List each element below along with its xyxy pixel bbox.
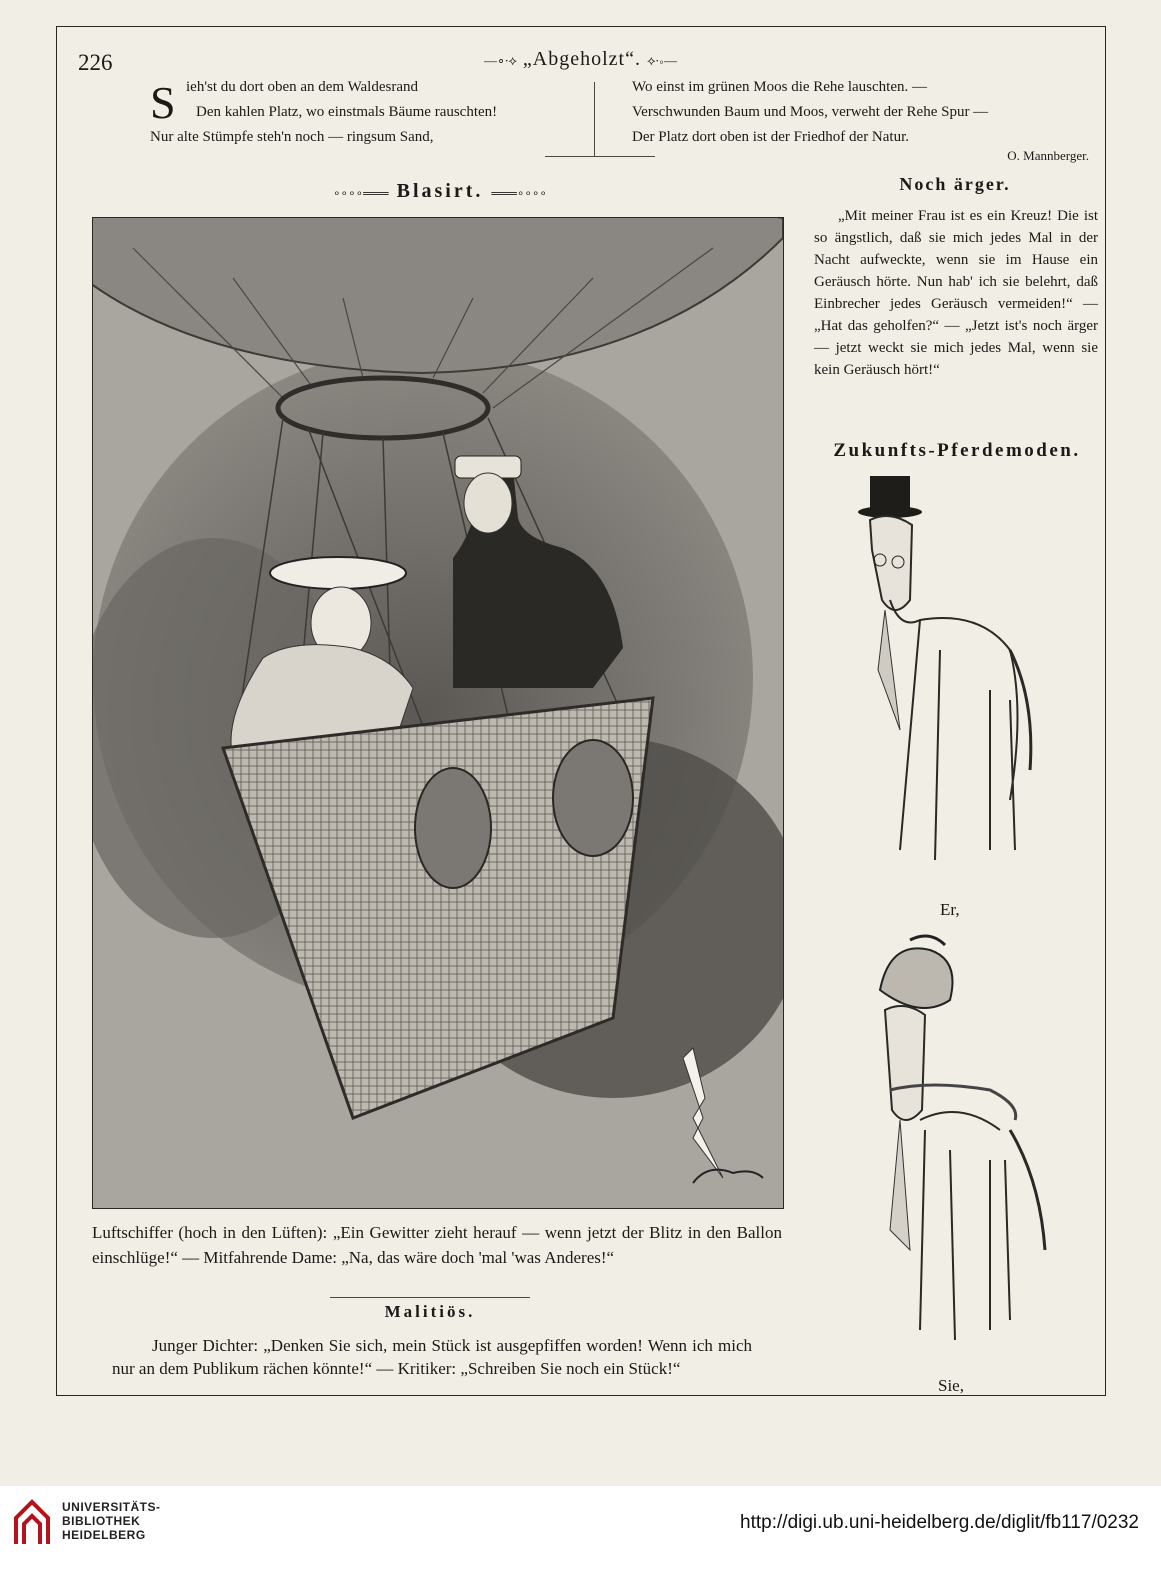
header-ornament-right: ⟡∙∘— <box>647 53 678 68</box>
poem-left-column <box>186 75 418 100</box>
poem-left-column-2 <box>196 100 497 125</box>
logo-line: BIBLIOTHEK <box>62 1514 141 1528</box>
horse-er-caption: Er, <box>940 900 960 919</box>
library-logo-text <box>62 1500 161 1542</box>
poem-line: ieh'st du dort oben an dem Waldesrand <box>186 79 418 95</box>
library-logo-icon <box>12 1498 52 1548</box>
page-number: 226 <box>78 50 113 75</box>
poem-right-column <box>632 75 988 150</box>
poem-column-divider <box>594 82 595 157</box>
blasirt-caption: Luftschiffer (hoch in den Lüften): „Ein Gewitter zieht herauf — wenn jetzt der Blitz in den Ballon einschlüge!“ — Mitfahrende Dame: „Na, das wäre doch 'mal 'was Anderes!“ <box>92 1223 782 1267</box>
poem-line: Nur alte Stümpfe steh'n noch — ringsum Sand, <box>150 129 434 145</box>
poem-left-column-3 <box>150 125 434 150</box>
source-url[interactable]: http://digi.ub.uni-heidelberg.de/diglit/fb117/0232 <box>740 1512 1139 1533</box>
malitioes-text: Junger Dichter: „Denken Sie sich, mein Stück ist ausgepfiffen worden! Wenn ich mich nur an dem Publikum rächen könnte!“ — Kritiker: „Schreiben Sie noch ein Stück!“ <box>112 1336 752 1378</box>
poem-line: Den kahlen Platz, wo einstmals Bäume rauschten! <box>196 104 498 120</box>
ballast-sack-left <box>415 768 491 888</box>
horse-sie-caption: Sie, <box>938 1376 964 1395</box>
horse-er-drawing <box>840 470 1040 890</box>
ballast-sack-right <box>553 740 633 856</box>
lady-hat <box>270 557 406 589</box>
blasirt-title-line <box>260 180 620 203</box>
poem-drop-cap: S <box>150 77 176 128</box>
pferdemoden-title: Zukunfts-Pferdemoden. <box>833 440 1081 461</box>
malitioes-title: Malitiös. <box>384 1302 476 1321</box>
poem-line: Verschwunden Baum und Moos, verweht der Rehe Spur — <box>632 104 989 120</box>
balloon-illustration <box>92 217 784 1209</box>
blasirt-ornament-right: ═══∘∘∘∘ <box>491 186 547 200</box>
caption-divider <box>330 1297 530 1298</box>
poem-line: Der Platz dort oben ist der Friedhof der Natur. <box>632 129 910 145</box>
blasirt-ornament-left: ∘∘∘∘═══ <box>333 186 389 200</box>
blasirt-title: Blasirt. <box>396 180 484 202</box>
horse-sie-drawing <box>850 930 1050 1350</box>
top-hat <box>870 476 910 510</box>
poem-end-rule <box>545 156 655 157</box>
poem-title: „Abgeholzt“. <box>522 48 641 70</box>
balloon-illustration-svg <box>93 218 783 1208</box>
necktie <box>878 610 900 730</box>
logo-line: UNIVERSITÄTS- <box>62 1500 161 1514</box>
poem-header <box>0 48 1161 71</box>
logo-line: HEIDELBERG <box>62 1528 146 1542</box>
library-footer <box>0 1486 1161 1576</box>
ladies-feathered-hat <box>880 948 953 1008</box>
noch-aerger-text: „Mit meiner Frau ist es ein Kreuz! Die ist so ängstlich, daß sie mich jedes Mal in der Nacht aufweckte, wenn sie im Hause ein Geräusch hörte. Nun hab' ich sie belehrt, daß Einbrecher jedes Geräusch vermeiden!“ — „Hat das geholfen?“ — „Jetzt ist's noch ärger — jetzt weckt sie mich jedes Mal, wenn sie kein Geräusch hört!“ <box>814 208 1098 378</box>
poem-author: O. Mannberger. <box>1007 148 1089 163</box>
header-ornament-left: —∘∙⟡ <box>483 53 517 68</box>
noch-aerger-title: Noch ärger. <box>899 174 1011 194</box>
poem-line: Wo einst im grünen Moos die Rehe lauschten. — <box>632 79 927 95</box>
